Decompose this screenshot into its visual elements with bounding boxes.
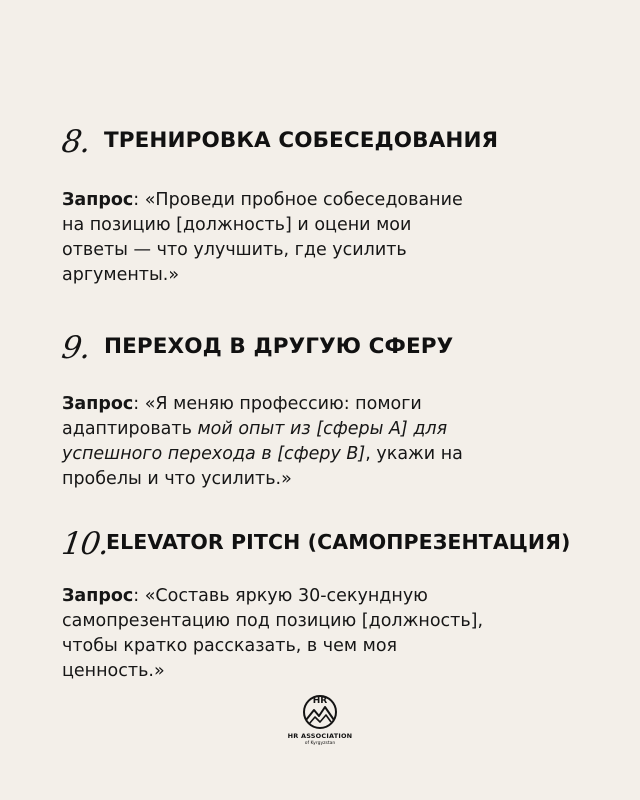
request-line: чтобы кратко рассказать, в чем моя bbox=[62, 636, 398, 656]
request-line: ценность.» bbox=[62, 661, 165, 681]
hr-mountain-icon bbox=[300, 690, 340, 730]
logo-name: HR ASSOCIATION bbox=[287, 732, 353, 740]
request-line: : «Проведи пробное собеседование bbox=[133, 190, 463, 210]
logo-subtitle: of Kyrgyzstan bbox=[304, 741, 336, 746]
request-text bbox=[62, 584, 582, 684]
request-label: Запрос bbox=[62, 190, 134, 210]
section-heading bbox=[59, 330, 582, 374]
logo-mark: HR bbox=[312, 696, 328, 706]
section-title: ELEVATOR PITCH (САМОПРЕЗЕНТАЦИЯ) bbox=[106, 530, 571, 554]
request-line: ответы — что улучшить, где усилить bbox=[62, 240, 407, 260]
section-title: ТРЕНИРОВКА СОБЕСЕДОВАНИЯ bbox=[104, 128, 499, 153]
request-line: самопрезентацию под позицию [должность], bbox=[62, 611, 484, 631]
request-label: Запрос bbox=[62, 586, 134, 606]
request-part: : «Я меняю профессию: помоги bbox=[133, 394, 422, 414]
section-number: 9. bbox=[59, 330, 93, 366]
section-title: ПЕРЕХОД В ДРУГУЮ СФЕРУ bbox=[104, 334, 454, 359]
request-part: , укажи на bbox=[365, 444, 463, 464]
section-number: 10. bbox=[59, 526, 111, 562]
request-line: на позицию [должность] и оцени мои bbox=[62, 215, 412, 235]
section-interview-training bbox=[59, 124, 582, 288]
request-italic: мой опыт из [сферы А] для bbox=[197, 419, 448, 439]
request-part: пробелы и что усилить.» bbox=[62, 469, 292, 489]
section-elevator-pitch bbox=[59, 526, 582, 684]
request-text bbox=[62, 188, 582, 288]
section-number: 8. bbox=[59, 124, 93, 160]
request-text bbox=[62, 392, 582, 492]
request-line: аргументы.» bbox=[62, 265, 180, 285]
section-heading bbox=[59, 526, 582, 570]
request-line: : «Составь яркую 30-секундную bbox=[133, 586, 428, 606]
section-career-change bbox=[59, 330, 582, 492]
section-heading bbox=[59, 124, 582, 168]
request-part: адаптировать bbox=[62, 419, 198, 439]
request-italic: успешного перехода в [сферу В] bbox=[62, 444, 366, 464]
hr-association-logo bbox=[282, 690, 358, 750]
request-label: Запрос bbox=[62, 394, 134, 414]
